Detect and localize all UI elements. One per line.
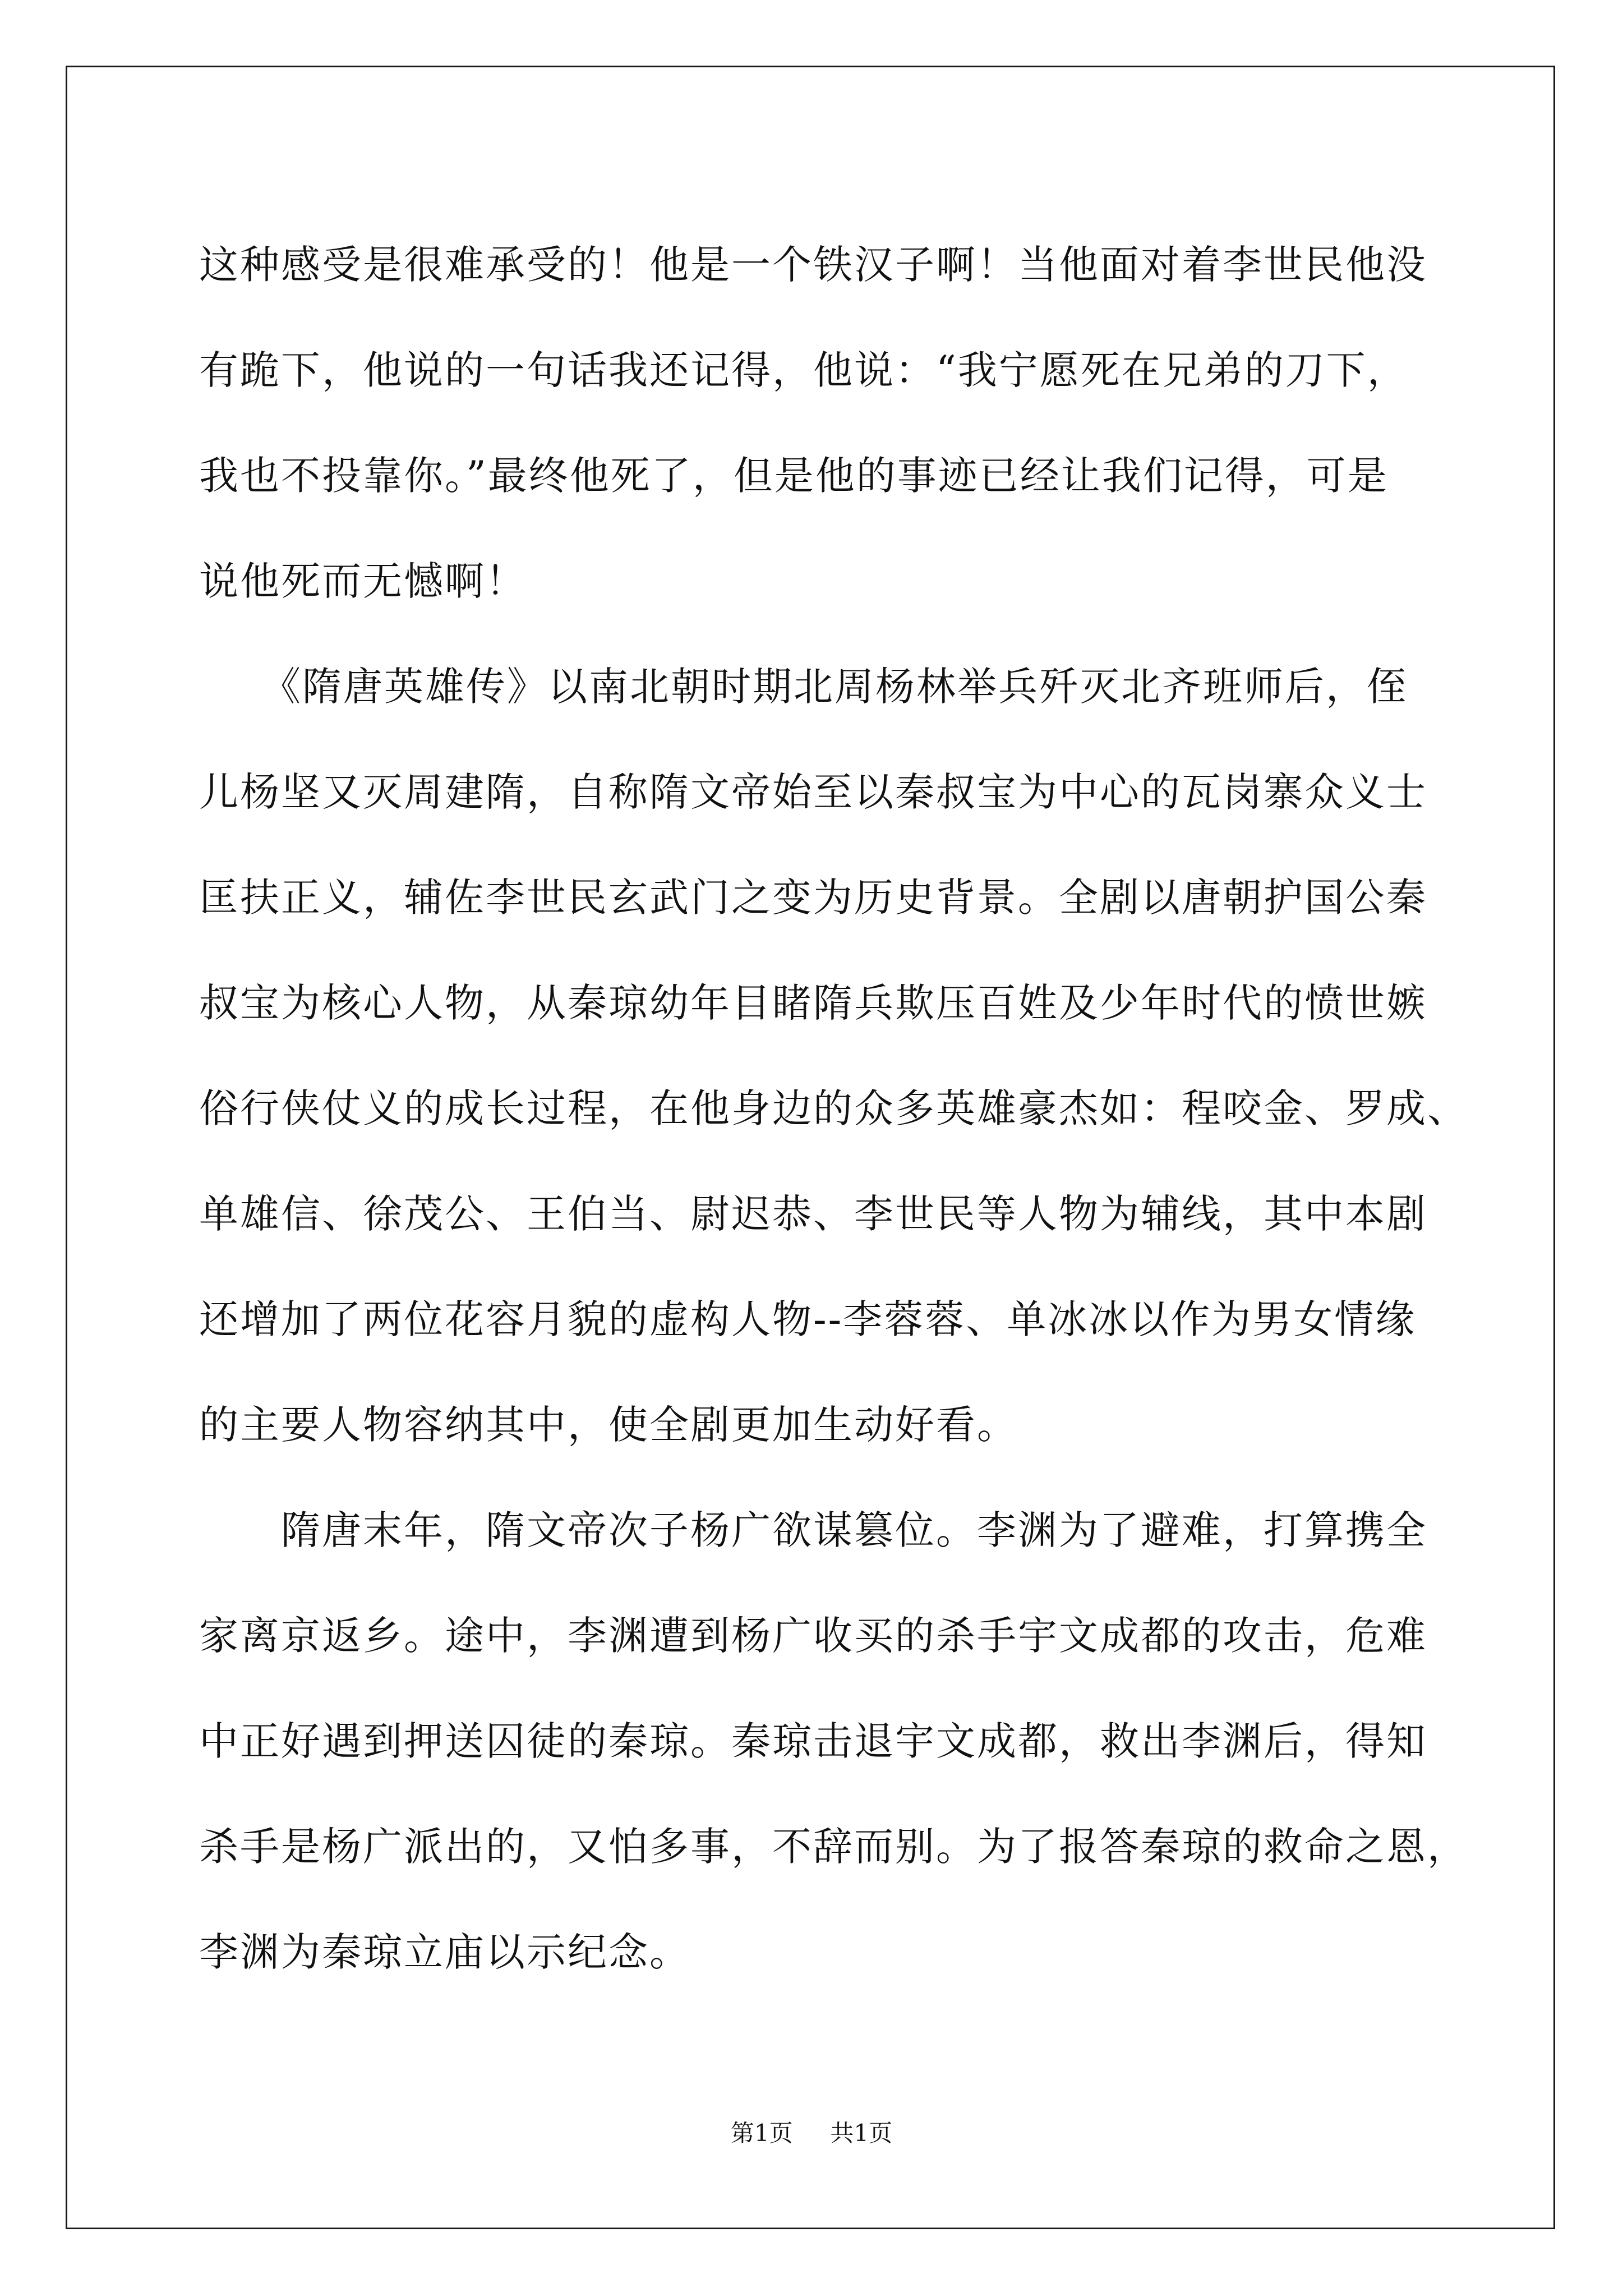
page-number-total: 共1页	[830, 2119, 893, 2147]
page-number-current: 第1页	[730, 2119, 793, 2147]
page-footer	[0, 2115, 1623, 2148]
text-line: 中正好遇到押送囚徒的秦琼。秦琼击退宇文成都，救出李渊后，得知	[199, 1718, 1427, 1764]
text-line: 还增加了两位花容月貌的虚构人物--李蓉蓉、单冰冰以作为男女情缘	[199, 1296, 1417, 1342]
text-line: 《隋唐英雄传》以南北朝时期北周杨林举兵歼灭北齐班师后，侄	[199, 664, 1408, 710]
text-line: 有跪下，他说的一句话我还记得，他说：“我宁愿死在兄弟的刀下，	[199, 347, 1408, 393]
text-line: 隋唐末年，隋文帝次子杨广欲谋篡位。李渊为了避难，打算携全	[199, 1507, 1427, 1553]
text-line: 李渊为秦琼立庙以示纪念。	[199, 1929, 690, 1975]
text-line: 儿杨坚又灭周建隋，自称隋文帝始至以秦叔宝为中心的瓦岗寨众义士	[199, 769, 1427, 815]
text-line: 俗行侠仗义的成长过程，在他身边的众多英雄豪杰如：程咬金、罗成、	[199, 1085, 1468, 1131]
text-line: 叔宝为核心人物，从秦琼幼年目睹隋兵欺压百姓及少年时代的愤世嫉	[199, 980, 1427, 1026]
document-body	[199, 212, 1468, 2005]
text-line: 的主要人物容纳其中，使全剧更加生动好看。	[199, 1402, 1018, 1448]
text-line: 我也不投靠你。”最终他死了，但是他的事迹已经让我们记得，可是	[199, 453, 1389, 499]
text-line: 这种感受是很难承受的！他是一个铁汉子啊！当他面对着李世民他没	[199, 242, 1427, 288]
text-line: 说他死而无憾啊！	[199, 558, 527, 604]
text-line: 杀手是杨广派出的，又怕多事，不辞而别。为了报答秦琼的救命之恩，	[199, 1824, 1468, 1870]
text-line: 家离京返乡。途中，李渊遭到杨广收买的杀手宇文成都的攻击，危难	[199, 1613, 1427, 1659]
text-line: 匡扶正义，辅佐李世民玄武门之变为历史背景。全剧以唐朝护国公秦	[199, 875, 1427, 921]
text-line: 单雄信、徐茂公、王伯当、尉迟恭、李世民等人物为辅线，其中本剧	[199, 1191, 1427, 1237]
